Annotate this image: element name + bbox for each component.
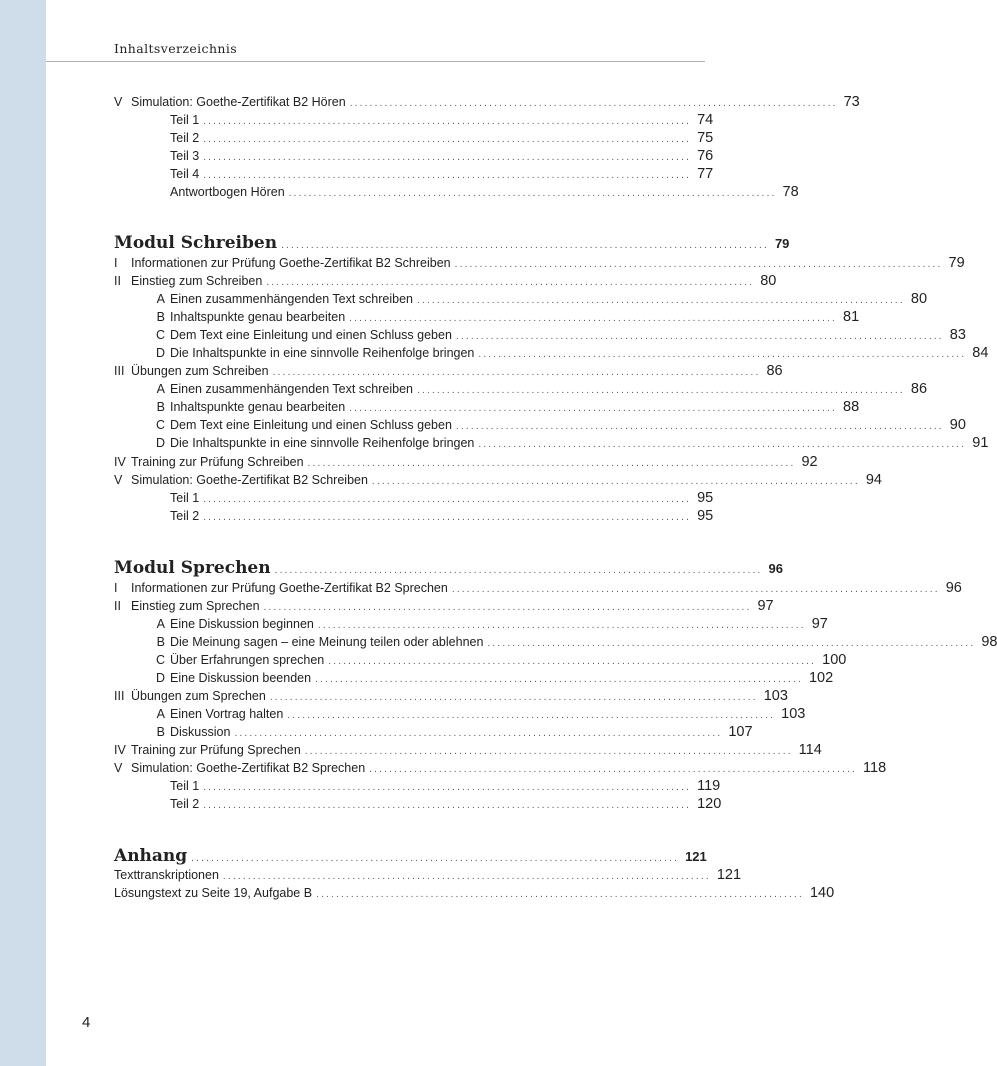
entry-page: 88 (843, 399, 860, 415)
entry-page: 86 (766, 363, 783, 379)
toc-entry[interactable] (114, 111, 714, 129)
entry-number: III (114, 364, 125, 378)
dot-leader: .................................................................................................. (203, 512, 692, 523)
toc-module-heading[interactable] (114, 232, 790, 254)
entry-number: V (114, 761, 123, 775)
dot-leader: .................................................................................................. (417, 295, 905, 306)
toc-entry[interactable] (114, 884, 835, 902)
toc-entry[interactable] (114, 362, 783, 380)
entry-title: Simulation: Goethe-Zertifikat B2 Schreiben (131, 473, 368, 487)
dot-leader: .................................................................................................. (274, 565, 763, 576)
entry-page: 91 (972, 435, 989, 451)
entry-page: 83 (949, 327, 966, 343)
entry-title: Die Inhaltspunkte in eine sinnvolle Reihenfolge bringen (170, 346, 475, 360)
entry-number: A (156, 617, 165, 631)
entry-page: 74 (697, 112, 714, 128)
toc-entry[interactable] (114, 344, 989, 362)
entry-title: Die Meinung sagen – eine Meinung teilen oder ablehnen (170, 635, 484, 649)
entry-title: Eine Diskussion beginnen (170, 617, 314, 631)
entry-page: 97 (811, 616, 828, 632)
dot-leader: .................................................................................................. (455, 421, 944, 432)
entry-title: Einen Vortrag halten (170, 707, 284, 721)
entry-number: V (114, 95, 123, 109)
dot-leader: .................................................................................................. (234, 728, 723, 739)
dot-leader: .................................................................................................. (222, 871, 711, 882)
entry-title: Lösungstext zu Seite 19, Aufgabe B (114, 886, 313, 900)
toc-entry[interactable] (114, 254, 965, 272)
dot-leader: .................................................................................................. (203, 152, 692, 163)
toc-entry[interactable] (114, 416, 966, 434)
dot-leader: .................................................................................................. (371, 476, 860, 487)
entry-page: 114 (798, 742, 822, 758)
entry-page: 86 (910, 381, 928, 397)
entry-title: Eine Diskussion beenden (170, 671, 312, 685)
entry-title: Teil 2 (170, 797, 200, 811)
dot-leader: .................................................................................................. (316, 889, 804, 900)
entry-page: 94 (865, 472, 882, 488)
entry-page: 79 (774, 236, 790, 251)
entry-number: V (114, 473, 123, 487)
entry-page: 98 (981, 634, 997, 650)
dot-leader: .................................................................................................. (478, 349, 967, 360)
entry-number: B (156, 635, 165, 649)
entry-page: 81 (843, 309, 860, 325)
toc-entry[interactable] (114, 597, 774, 615)
entry-title: Dem Text eine Einleitung und einen Schluss geben (170, 418, 452, 432)
dot-leader: .................................................................................................. (287, 710, 776, 721)
dot-leader: .................................................................................................. (349, 403, 838, 414)
dot-leader: .................................................................................................. (203, 800, 692, 811)
entry-page: 97 (757, 598, 774, 614)
entry-title: Einen zusammenhängenden Text schreiben (170, 292, 413, 306)
entry-page: 79 (948, 255, 965, 271)
dot-leader: .................................................................................................. (269, 692, 758, 703)
toc-entry[interactable] (114, 398, 860, 416)
entry-number: I (114, 256, 118, 270)
dot-leader: .................................................................................................. (315, 674, 803, 685)
dot-leader: .................................................................................................. (454, 259, 943, 270)
entry-title: Texttranskriptionen (114, 868, 219, 882)
entry-number: IV (114, 455, 126, 469)
entry-title: Einstieg zum Sprechen (131, 599, 260, 613)
toc-entry[interactable] (114, 866, 742, 884)
dot-leader: .................................................................................................. (203, 116, 692, 127)
toc-entry[interactable] (114, 165, 714, 183)
entry-title: Teil 1 (170, 113, 200, 127)
entry-number: D (155, 436, 165, 450)
module-title: Modul Schreiben (114, 233, 278, 253)
dot-leader: .................................................................................................. (288, 188, 777, 199)
page-number: 4 (82, 1014, 91, 1031)
entry-page: 80 (910, 291, 928, 307)
entry-page: 140 (809, 885, 835, 901)
dot-leader: .................................................................................................. (349, 313, 838, 324)
entry-title: Informationen zur Prüfung Goethe-Zertifikat B2 Schreiben (131, 256, 451, 270)
entry-page: 78 (782, 184, 799, 200)
entry-title: Teil 1 (170, 779, 200, 793)
entry-title: Teil 3 (170, 149, 200, 163)
entry-title: Übungen zum Sprechen (131, 689, 266, 703)
entry-title: Simulation: Goethe-Zertifikat B2 Sprechen (131, 761, 366, 775)
toc-entry[interactable] (114, 795, 722, 813)
toc-entry[interactable] (114, 308, 860, 326)
entry-page: 102 (808, 670, 834, 686)
entry-title: Training zur Prüfung Sprechen (131, 743, 301, 757)
toc-module-heading[interactable] (114, 557, 783, 579)
dot-leader: .................................................................................................. (203, 494, 692, 505)
dot-leader: .................................................................................................. (266, 277, 755, 288)
entry-number: II (114, 274, 121, 288)
dot-leader: .................................................................................................. (272, 367, 761, 378)
toc-entry[interactable] (114, 272, 777, 290)
entry-page: 120 (697, 796, 722, 812)
toc-entry[interactable] (114, 326, 966, 344)
entry-number: C (155, 328, 165, 342)
entry-title: Informationen zur Prüfung Goethe-Zertifikat B2 Sprechen (131, 581, 448, 595)
toc-entry[interactable] (114, 579, 962, 597)
toc-entry[interactable] (114, 290, 928, 308)
entry-number: III (114, 689, 125, 703)
entry-number: A (156, 292, 165, 306)
toc-entry[interactable] (114, 615, 828, 633)
dot-leader: .................................................................................................. (328, 656, 817, 667)
entry-page: 103 (763, 688, 788, 704)
entry-title: Antwortbogen Hören (170, 185, 285, 199)
entry-page: 119 (697, 778, 721, 794)
entry-title: Über Erfahrungen sprechen (170, 653, 325, 667)
entry-title: Teil 1 (170, 491, 200, 505)
toc-entry[interactable] (114, 453, 818, 471)
entry-title: Inhaltspunkte genau bearbeiten (170, 310, 346, 324)
entry-title: Die Inhaltspunkte in eine sinnvolle Reihenfolge bringen (170, 436, 475, 450)
dot-leader: .................................................................................................. (417, 385, 905, 396)
entry-number: B (156, 725, 165, 739)
header-rule (46, 61, 705, 62)
entry-title: Teil 2 (170, 131, 200, 145)
entry-title: Training zur Prüfung Schreiben (131, 455, 304, 469)
toc-entry[interactable] (114, 705, 806, 723)
entry-page: 95 (697, 490, 714, 506)
module-title: Anhang (114, 846, 188, 866)
entry-number: D (155, 671, 165, 685)
toc-entry[interactable] (114, 471, 882, 489)
dot-leader: .................................................................................................. (307, 458, 796, 469)
entry-page: 75 (697, 130, 714, 146)
toc-entry[interactable] (114, 651, 847, 669)
toc-entry[interactable] (114, 183, 799, 201)
entry-page: 95 (697, 508, 714, 524)
dot-leader: .................................................................................................. (203, 170, 692, 181)
side-color-band (0, 0, 46, 1066)
entry-title: Übungen zum Schreiben (131, 364, 269, 378)
entry-number: II (114, 599, 121, 613)
entry-page: 96 (768, 561, 783, 576)
entry-page: 96 (945, 580, 962, 596)
toc-entry[interactable] (114, 777, 721, 795)
entry-page: 118 (863, 760, 887, 776)
toc-entry[interactable] (114, 759, 887, 777)
toc-entry[interactable] (114, 633, 997, 651)
toc-entry[interactable] (114, 147, 714, 165)
dot-leader: .................................................................................................. (478, 439, 967, 450)
entry-number: D (155, 346, 165, 360)
dot-leader: .................................................................................................. (304, 746, 793, 757)
toc-entry[interactable] (114, 507, 714, 525)
dot-leader: .................................................................................................. (203, 782, 692, 793)
toc-entry[interactable] (114, 93, 860, 111)
entry-page: 73 (843, 94, 860, 110)
entry-page: 103 (781, 706, 806, 722)
entry-number: B (156, 400, 165, 414)
entry-page: 77 (697, 166, 714, 182)
entry-page: 80 (760, 273, 777, 289)
dot-leader: .................................................................................................. (455, 331, 944, 342)
entry-page: 92 (801, 454, 818, 470)
entry-title: Einen zusammenhängenden Text schreiben (170, 382, 413, 396)
module-title: Modul Sprechen (114, 558, 271, 578)
entry-title: Dem Text eine Einleitung und einen Schluss geben (170, 328, 452, 342)
toc-entry[interactable] (114, 434, 989, 452)
entry-number: A (156, 382, 165, 396)
entry-page: 100 (822, 652, 847, 668)
dot-leader: .................................................................................................. (487, 638, 976, 649)
entry-number: C (155, 418, 165, 432)
entry-title: Simulation: Goethe-Zertifikat B2 Hören (131, 95, 346, 109)
toc-entry[interactable] (114, 741, 822, 759)
entry-number: A (156, 707, 165, 721)
entry-number: IV (114, 743, 126, 757)
running-header: Inhaltsverzeichnis (114, 41, 238, 56)
toc-entry[interactable] (114, 489, 714, 507)
entry-title: Diskussion (170, 725, 231, 739)
dot-leader: .................................................................................................. (349, 98, 838, 109)
entry-page: 90 (949, 417, 966, 433)
toc-entry[interactable] (114, 380, 928, 398)
dot-leader: .................................................................................................. (451, 584, 940, 595)
entry-page: 76 (697, 148, 714, 164)
toc-module-heading[interactable] (114, 845, 706, 867)
dot-leader: .................................................................................................. (263, 602, 752, 613)
entry-title: Inhaltspunkte genau bearbeiten (170, 400, 346, 414)
entry-number: I (114, 581, 118, 595)
toc-entry[interactable] (114, 687, 788, 705)
entry-number: B (156, 310, 165, 324)
toc-entry[interactable] (114, 723, 753, 741)
dot-leader: .................................................................................................. (317, 620, 806, 631)
entry-page: 84 (972, 345, 989, 361)
entry-title: Teil 2 (170, 509, 200, 523)
dot-leader: .................................................................................................. (191, 853, 680, 864)
entry-number: C (155, 653, 165, 667)
toc-entry[interactable] (114, 129, 714, 147)
entry-title: Einstieg zum Schreiben (131, 274, 263, 288)
entry-page: 121 (716, 867, 742, 883)
toc-entry[interactable] (114, 669, 834, 687)
dot-leader: .................................................................................................. (281, 240, 769, 251)
dot-leader: .................................................................................................. (203, 134, 692, 145)
entry-page: 107 (728, 724, 753, 740)
entry-page: 121 (685, 849, 707, 864)
entry-title: Teil 4 (170, 167, 200, 181)
dot-leader: .................................................................................................. (369, 764, 858, 775)
